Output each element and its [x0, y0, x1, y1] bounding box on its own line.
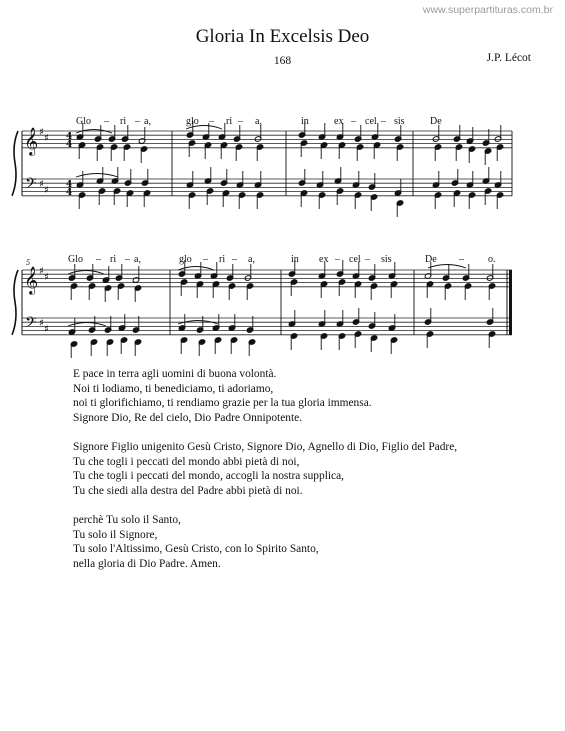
time-signature: 4 [66, 140, 73, 150]
song-title: Gloria In Excelsis Deo [195, 26, 370, 47]
lyric-syllable: Glo [68, 254, 83, 265]
brace [12, 270, 18, 335]
sharp-icon: ♯ [44, 272, 49, 283]
lyric-syllable: ex [319, 254, 329, 265]
lyric-syllable: – [96, 254, 101, 265]
lyric-syllable: – [104, 116, 109, 127]
lyric-syllable: – [365, 254, 370, 265]
lyric-syllable: o. [488, 254, 496, 265]
lyric-syllable: sis [381, 254, 392, 265]
lyric-syllable: Glo [76, 116, 91, 127]
lyric-syllable: – [209, 116, 214, 127]
verse-line: Tu che togli i peccati del mondo abbi pietà di noi, [73, 455, 300, 468]
verse-line: Signore Figlio unigenito Gesù Cristo, Signore Dio, Agnello di Dio, Figlio del Padre, [73, 440, 458, 453]
lyric-syllable: – [335, 254, 340, 265]
lyric-syllable: glo [179, 254, 192, 265]
treble-clef-icon: 𝄞 [24, 266, 39, 294]
lyric-syllable: – [135, 116, 140, 127]
slur [68, 271, 104, 275]
site-watermark: www.superpartituras.com.br [422, 4, 553, 16]
lyric-syllable: sis [394, 116, 405, 127]
slur [68, 323, 106, 327]
slur [178, 267, 214, 271]
lyric-syllable: – [125, 254, 130, 265]
lyric-syllable: cel [365, 116, 377, 127]
verse-text [73, 367, 457, 586]
verse-line: noi ti glorifichiamo, ti rendiamo grazie per la tua gloria immensa. [73, 397, 372, 410]
verse-line: Tu solo l'Altissimo, Gesù Cristo, con lo Spirito Santo, [73, 543, 319, 556]
bass-clef-icon: 𝄢 [25, 314, 37, 335]
lyric-syllable: – [203, 254, 208, 265]
lyric-syllable: ri [226, 116, 233, 127]
verse-line: Noi ti lodiamo, ti benediciamo, ti adoriamo, [73, 382, 274, 395]
brace [12, 131, 18, 196]
lyric-syllable: ri [219, 254, 226, 265]
lyric-syllable: ex [334, 116, 344, 127]
verse-line: perchè Tu solo il Santo, [73, 513, 181, 526]
sharp-icon: ♯ [39, 318, 44, 329]
lyric-syllable: ri [120, 116, 127, 127]
verse-line: E pace in terra agli uomini di buona volontà. [73, 368, 277, 380]
composer-name: J.P. Lécot [486, 52, 531, 64]
lyric-syllable: cel [349, 254, 361, 265]
slur [76, 174, 118, 178]
lyric-syllable: De [430, 116, 442, 127]
music-score [0, 0, 565, 360]
lyric-syllable: – [351, 116, 356, 127]
treble-clef-icon: 𝄞 [24, 127, 39, 155]
lyric-syllable: – [459, 254, 464, 265]
time-signature: 4 [66, 188, 73, 198]
lyric-syllable: – [238, 116, 243, 127]
verse-line: nella gloria di Dio Padre. Amen. [73, 557, 221, 570]
lyric-syllable: – [381, 116, 386, 127]
lyric-syllable: a, [144, 116, 151, 127]
sharp-icon: ♯ [44, 185, 49, 196]
lyric-syllable: – [232, 254, 237, 265]
verse-line: Signore Dio, Re del cielo, Dio Padre Onnipotente. [73, 411, 303, 424]
sharp-icon: ♯ [44, 324, 49, 335]
lyric-syllable: a, [255, 116, 262, 127]
sharp-icon: ♯ [39, 127, 44, 138]
lyric-syllable: glo [186, 116, 199, 127]
measure-number: 5 [26, 258, 30, 267]
time-signature: 4 [66, 180, 73, 190]
stanza-1 [73, 367, 457, 425]
verse-line: Tu solo il Signore, [73, 528, 158, 541]
sharp-icon: ♯ [39, 266, 44, 277]
bass-clef-icon: 𝄢 [25, 175, 37, 196]
final-bar [509, 270, 512, 335]
verse-line: Tu che siedi alla destra del Padre abbi pietà di noi. [73, 484, 303, 497]
sharp-icon: ♯ [44, 133, 49, 144]
sharp-icon: ♯ [39, 179, 44, 190]
stanza-2 [73, 440, 457, 498]
lyric-syllable: ri [110, 254, 117, 265]
lyric-syllable: in [291, 254, 299, 265]
lyric-syllable: a, [248, 254, 255, 265]
slur [428, 265, 466, 269]
hymn-number: 168 [273, 55, 292, 67]
lyric-syllable: De [425, 254, 437, 265]
stanza-3 [73, 513, 457, 571]
lyric-syllable: a, [134, 254, 141, 265]
verse-line: Tu che togli i peccati del mondo, accogli la nostra supplica, [73, 470, 344, 483]
lyric-syllable: in [301, 116, 309, 127]
time-signature: 4 [66, 132, 73, 142]
